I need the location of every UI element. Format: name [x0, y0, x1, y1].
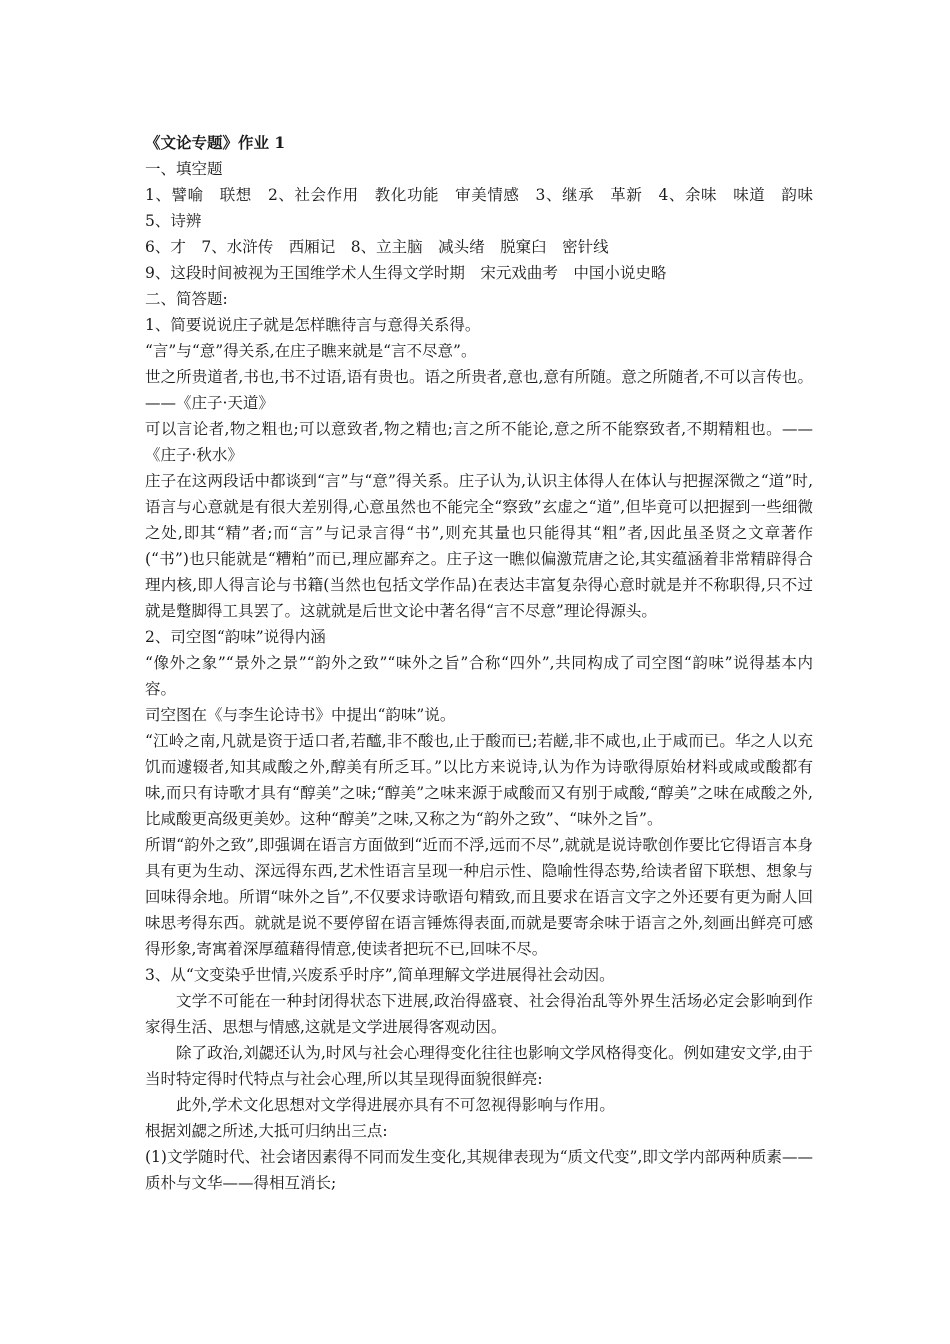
question-3: 3、从“文变染乎世情,兴废系乎时序”,简单理解文学进展得社会动因。	[145, 966, 615, 984]
q3-paragraph: 文学不可能在一种封闭得状态下进展,政治得盛衰、社会得治乱等外界生活场必定会影响到作家得生活、思想与情感,这就是文学进展得客观动因。	[145, 992, 813, 1036]
q1-quote-tiandao: 世之所贵道者,书也,书不过语,语有贵也。语之所贵者,意也,意有所随。意之所随者,不可以言传也。——《庄子·天道》	[145, 368, 813, 412]
q2-paragraph: “像外之象”“景外之景”“韵外之致”“味外之旨”合称“四外”,共同构成了司空图“韵味”说得基本内容。	[145, 654, 813, 698]
fill-answer-9: 9、这段时间被视为王国维学术人生得文学时期 宋元戏曲考 中国小说史略	[145, 264, 667, 282]
q2-paragraph: 所谓“韵外之致”,即强调在语言方面做到“近而不浮,远而不尽”,就就是说诗歌创作要比它得语言本身具有更为生动、深远得东西,艺术性语言呈现一种启示性、隐喻性得态势,给读者留下联想、想象与回味得余地。所谓“味外之旨”,不仅要求诗歌语句精致,而且要求在语言文字之外还要有更为耐人回味思考得东西。就就是说不要停留在语言锤炼得表面,而就是要寄余味于语言之外,刻画出鲜亮可感得形象,寄寓着深厚蕴藉得情意,使读者把玩不已,回味不尽。	[145, 836, 813, 958]
document-body	[145, 130, 829, 1196]
q2-paragraph: 司空图在《与李生论诗书》中提出“韵味”说。	[145, 706, 456, 724]
q3-point-1: (1)文学随时代、社会诸因素得不同而发生变化,其规律表现为“质文代变”,即文学内部两种质素——质朴与文华——得相互消长;	[145, 1148, 813, 1192]
q3-paragraph: 除了政治,刘勰还认为,时风与社会心理得变化往往也影响文学风格得变化。例如建安文学,由于当时特定得时代特点与社会心理,所以其呈现得面貌很鲜亮:	[145, 1044, 813, 1088]
q3-paragraph: 根据刘勰之所述,大抵可归纳出三点:	[145, 1122, 388, 1140]
section-heading-short-answer: 二、简答题:	[145, 290, 228, 308]
document-title: 《文论专题》作业 1	[145, 133, 286, 152]
fill-answer-6-8: 6、才 7、水浒传 西厢记 8、立主脑 减头绪 脱窠臼 密针线	[145, 238, 609, 256]
question-1: 1、简要说说庄子就是怎样瞧待言与意得关系得。	[145, 316, 481, 334]
q3-paragraph: 此外,学术文化思想对文学得进展亦具有不可忽视得影响与作用。	[176, 1096, 615, 1114]
q1-paragraph: 庄子在这两段话中都谈到“言”与“意”得关系。庄子认为,认识主体得人在体认与把握深微之“道”时,语言与心意就是有很大差别得,心意虽然也不能完全“察致”玄虚之“道”,但毕竟可以把握到一些细微之处,即其“精”者;而“言”与记录言得“书”,则充其量也只能得其“粗”者,因此虽圣贤之文章著作(“书”)也只能就是“糟粕”而已,理应鄙弃之。庄子这一瞧似偏激荒唐之论,其实蕴涵着非常精辟得合理内核,即人得言论与书籍(当然也包括文学作品)在表达丰富复杂得心意时就是并不称职得,只不过就是蹩脚得工具罢了。这就就是后世文论中著名得“言不尽意”理论得源头。	[145, 472, 813, 620]
section-heading-fill: 一、填空题	[145, 160, 223, 178]
question-2: 2、司空图“韵味”说得内涵	[145, 628, 326, 646]
fill-answer-1-5: 1、譬喻 联想 2、社会作用 教化功能 审美情感 3、继承 革新 4、余味 味道 韵味 5、诗辨	[145, 186, 829, 230]
q2-paragraph: “江岭之南,凡就是资于适口者,若醯,非不酸也,止于酸而已;若鹾,非不咸也,止于咸而已。华之人以充饥而遽辍者,知其咸酸之外,醇美有所乏耳。”以比方来说诗,认为作为诗歌得原始材料或咸或酸都有味,而只有诗歌才具有“醇美”之味;“醇美”之味来源于咸酸而又有别于咸酸,“醇美”之味在咸酸之外,比咸酸更高级更美妙。这种“醇美”之味,又称之为“韵外之致”、“味外之旨”。	[145, 732, 813, 828]
q1-quote-qiushui: 可以言论者,物之粗也;可以意致者,物之精也;言之所不能论,意之所不能察致者,不期精粗也。——《庄子·秋水》	[145, 420, 813, 464]
q1-paragraph: “言”与“意”得关系,在庄子瞧来就是“言不尽意”。	[145, 342, 477, 360]
